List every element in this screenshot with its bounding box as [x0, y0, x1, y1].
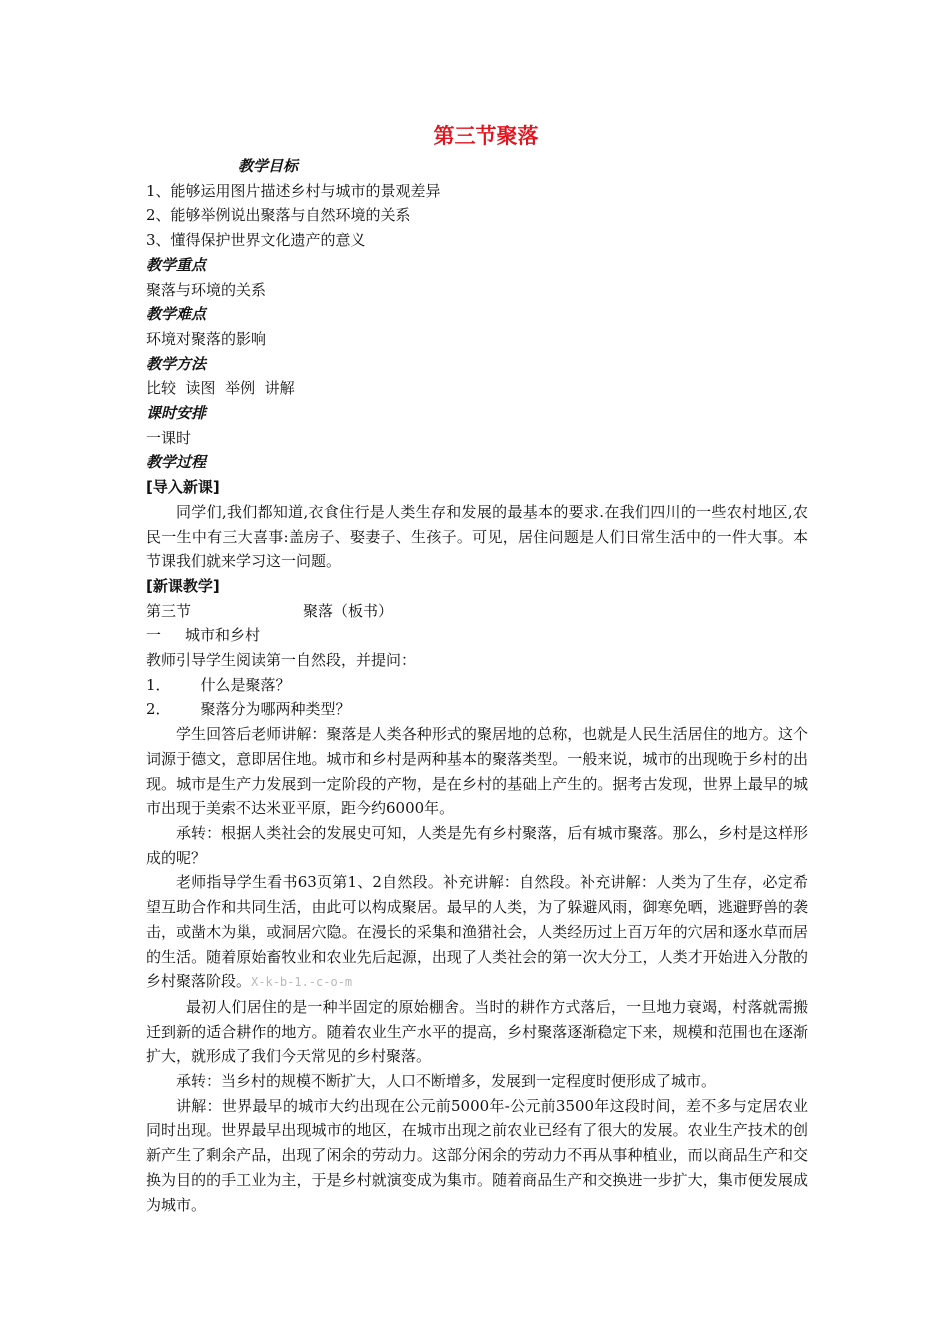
difficulties-text: 环境对聚落的影响	[146, 329, 267, 348]
part-name: 城市和乡村	[185, 626, 261, 645]
transition-paragraph: 承转：根据人类社会的发展史可知，人类是先有乡村聚落，后有城市聚落。那么，乡村是这样形成的呢？	[146, 823, 808, 867]
guide-text: 教师引导学生阅读第一自然段，并提问：	[146, 651, 417, 670]
new-lesson-label: [新课教学]	[146, 576, 220, 595]
explanation-paragraph: 学生回答后老师讲解：聚落是人类各种形式的聚居地的总称，也就是人民生活居住的地方。这个词源于德文，意即居住地。城市和乡村是两种基本的聚落类型。一般来说，城市的出现晚于乡村的出现。城市是生产力发展到一定阶段的产物，是在乡村的基础上产生的。据考古发现，世界上最早的城市出现于美索不达米亚平原，距今约6000年。	[146, 725, 808, 818]
document-page	[146, 118, 808, 1217]
watermark-text: X-k-b-1.-c-o-m	[251, 975, 353, 990]
question-item	[146, 697, 808, 722]
guided-reading-text: 老师指导学生看书63页第1、2自然段。补充讲解：自然段。补充讲解：人类为了生存，必定希望互助合作和共同生活，由此可以构成聚居。最早的人类，为了躲避风雨，御寒免晒，逃避野兽的袭击，或凿木为巢，或洞居穴隐。在漫长的采集和渔猎社会，人类经历过上百万年的穴居和逐水草而居的生活。随着原始畜牧业和农业先后起源，出现了人类社会的第一次大分工，人类才开始进入分散的乡村聚落阶段。	[146, 873, 808, 991]
objective-item: 1、能够运用图片描述乡村与城市的景观差异	[146, 181, 441, 200]
guided-reading-paragraph	[146, 870, 808, 995]
part-number: 一	[146, 626, 162, 645]
schedule-text: 一课时	[146, 428, 192, 447]
key-points-text: 聚落与环境的关系	[146, 280, 267, 299]
city-origin-paragraph: 讲解：世界最早的城市大约出现在公元前5000年-公元前3500年这段时间，差不多与定居农业同时出现。世界最早出现城市的地区，在城市出现之前农业已经有了很大的发展。农业生产技术的创新产生了剩余产品，出现了闲余的劳动力。这部分闲余的劳动力不再从事种植业，而以商品生产和交换为目的的手工业为主，于是乡村就演变成为集市。随着商品生产和交换进一步扩大，集市便发展成为城市。	[146, 1096, 808, 1214]
methods-heading: 教学方法	[146, 354, 207, 373]
objective-item: 2、能够举例说出聚落与自然环境的关系	[146, 206, 411, 225]
key-points-heading: 教学重点	[146, 255, 207, 274]
question-number: 1．	[146, 675, 171, 694]
section-number: 第三节	[146, 601, 192, 620]
part-line	[146, 623, 808, 648]
schedule-heading: 课时安排	[146, 404, 207, 423]
section-line	[146, 599, 808, 624]
objective-item: 3、懂得保护世界文化遗产的意义	[146, 231, 366, 250]
question-text: 什么是聚落？	[200, 675, 291, 694]
process-heading: 教学过程	[146, 453, 207, 472]
question-text: 聚落分为哪两种类型？	[200, 700, 351, 719]
question-item	[146, 673, 808, 698]
transition-paragraph: 承转：当乡村的规模不断扩大，人口不断增多，发展到一定程度时便形成了城市。	[176, 1072, 717, 1091]
methods-text: 比较 读图 举例 讲解	[146, 379, 295, 398]
intro-label: [导入新课]	[146, 478, 220, 497]
intro-paragraph: 同学们,我们都知道,衣食住行是人类生存和发展的最基本的要求.在我们四川的一些农村地区,农民一生中有三大喜事:盖房子、娶妻子、生孩子。可见，居住问题是人们日常生活中的一件大事。本节课我们就来学习这一问题。	[146, 502, 808, 571]
page-title: 第三节聚落	[433, 124, 539, 148]
village-paragraph: 最初人们居住的是一种半固定的原始棚舍。当时的耕作方式落后，一旦地力衰竭，村落就需搬迁到新的适合耕作的地方。随着农业生产水平的提高，乡村聚落逐渐稳定下来，规模和范围也在逐渐扩大，就形成了我们今天常见的乡村聚落。	[146, 997, 808, 1066]
section-name: 聚落（板书）	[303, 601, 394, 620]
objectives-heading: 教学目标	[238, 157, 299, 175]
difficulties-heading: 教学难点	[146, 305, 207, 324]
question-number: 2．	[146, 700, 171, 719]
